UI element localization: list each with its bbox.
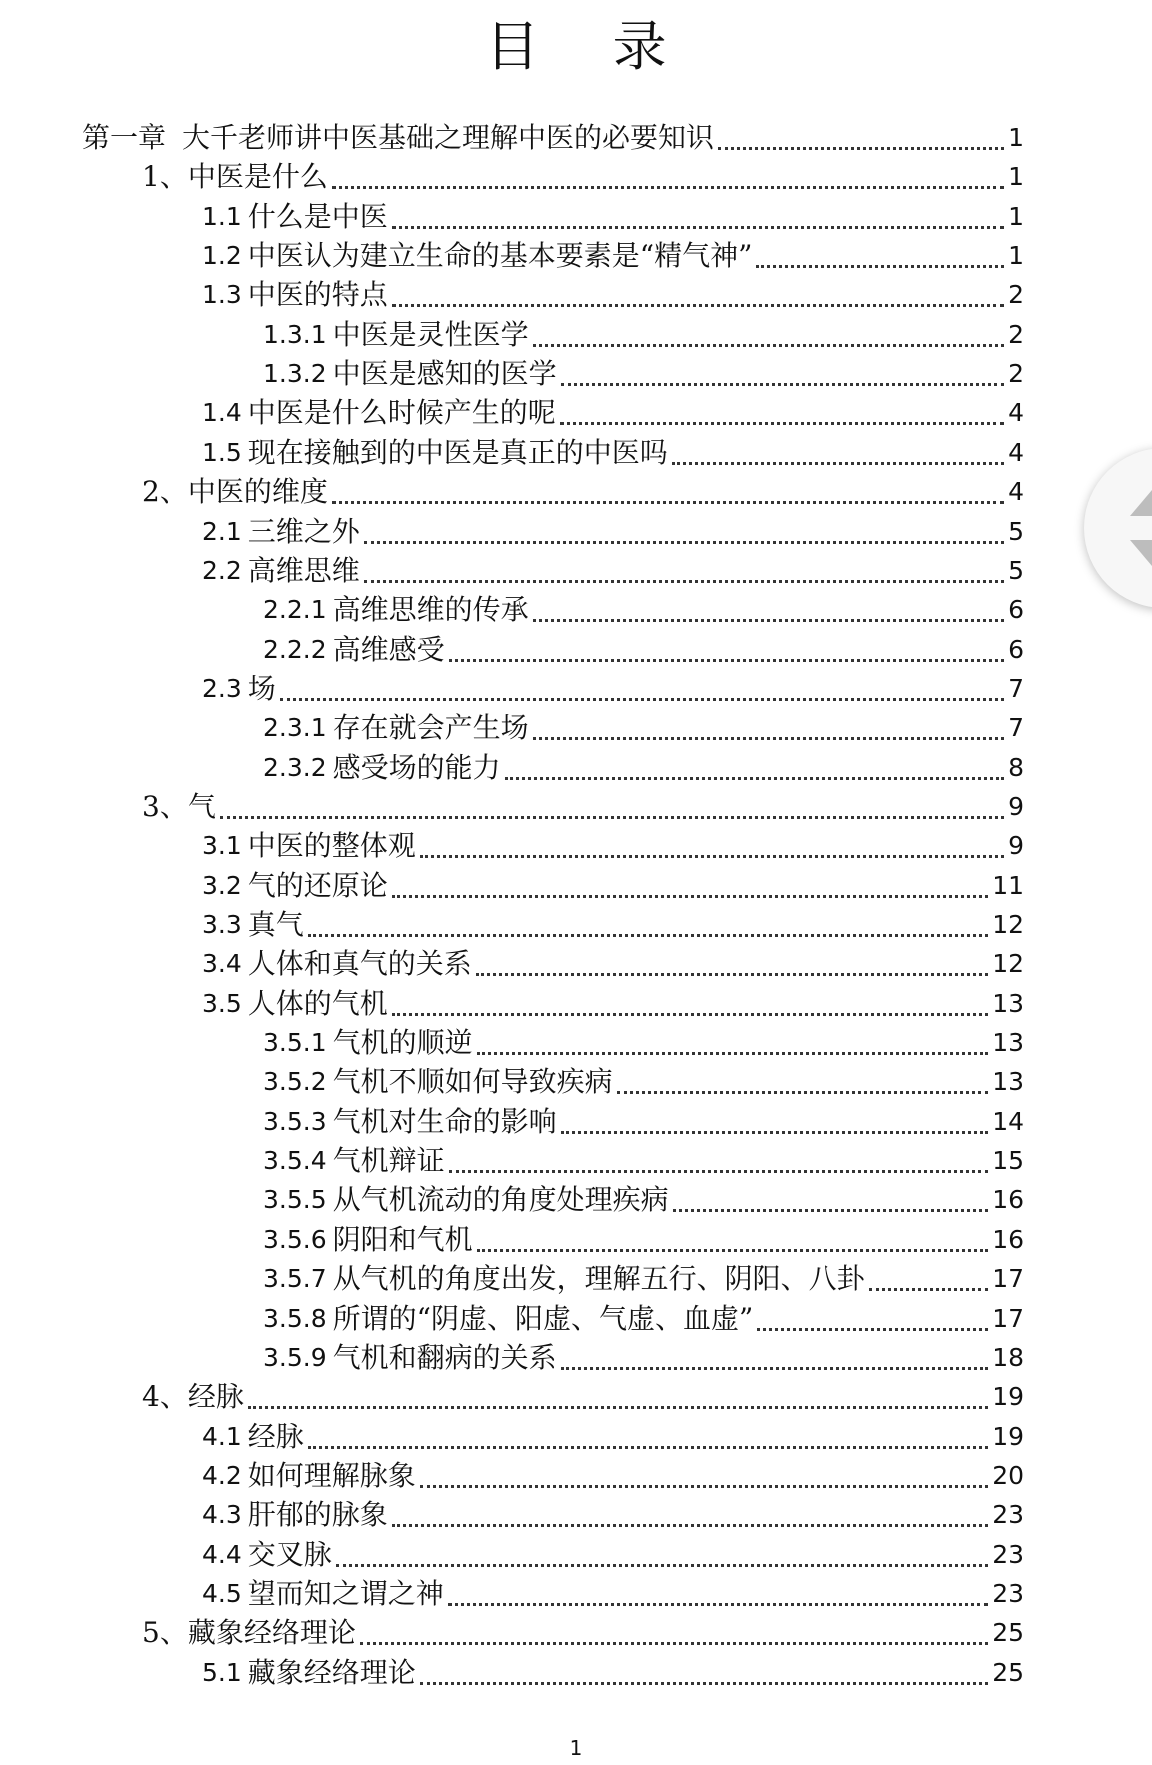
- toc-entry-title: 从气机的角度出发，理解五行、阴阳、八卦: [332, 1262, 865, 1296]
- toc-entry-number: 2.3: [202, 673, 242, 703]
- toc-entry[interactable]: [263, 1220, 1024, 1260]
- toc-dot-leader: [533, 737, 1004, 740]
- toc-dot-leader: [364, 580, 1004, 583]
- toc-entry-page: 8: [1008, 752, 1024, 782]
- toc-dot-leader: [477, 1249, 989, 1252]
- toc-entry-title: 中医的特点: [247, 278, 388, 312]
- toc-entry[interactable]: [263, 1338, 1024, 1378]
- toc-dot-leader: [561, 383, 1004, 386]
- toc-entry[interactable]: [202, 236, 1024, 276]
- toc-entry[interactable]: [202, 1653, 1024, 1693]
- toc-entry-number: 5、: [142, 1616, 188, 1650]
- toc-entry-title: 什么是中医: [247, 199, 388, 233]
- toc-entry-number: 2.2.1: [263, 595, 327, 625]
- toc-entry-number: 3.5.1: [263, 1028, 327, 1058]
- toc-entry-title: 中医是感知的医学: [332, 357, 557, 391]
- toc-entry-number: 1.2: [202, 241, 242, 271]
- toc-entry-page: 14: [992, 1106, 1024, 1136]
- toc-dot-leader: [220, 816, 1004, 819]
- toc-dot-leader: [332, 186, 1004, 189]
- toc-entry-number: 4.1: [202, 1421, 242, 1451]
- arrow-up-icon[interactable]: [1130, 490, 1152, 516]
- toc-entry-number: 5.1: [202, 1657, 242, 1687]
- toc-entry-number: 3.5.9: [263, 1342, 327, 1372]
- toc-entry-page: 2: [1008, 280, 1024, 310]
- toc-entry[interactable]: [142, 157, 1024, 197]
- toc-entry[interactable]: [202, 551, 1024, 591]
- toc-entry-page: 9: [1008, 791, 1024, 821]
- toc-entry[interactable]: [263, 1062, 1024, 1102]
- toc-dot-leader: [673, 1209, 989, 1212]
- toc-entry-number: 3.5.6: [263, 1224, 327, 1254]
- toc-entry-title: 气机辩证: [332, 1144, 445, 1178]
- toc-entry[interactable]: [263, 748, 1024, 788]
- toc-entry-title: 气机不顺如何导致疾病: [332, 1065, 613, 1099]
- toc-entry-number: 1.4: [202, 398, 242, 428]
- toc-dot-leader: [617, 1091, 989, 1094]
- toc-dot-leader: [308, 934, 988, 937]
- toc-dot-leader: [420, 1485, 988, 1488]
- toc-dot-leader: [449, 1170, 989, 1173]
- toc-entry-page: 1: [1008, 123, 1024, 152]
- toc-dot-leader: [561, 1131, 989, 1134]
- toc-entry-title: 中医的整体观: [247, 829, 416, 863]
- toc-entry[interactable]: [142, 1377, 1024, 1417]
- toc-entry-page: 4: [1008, 437, 1024, 467]
- toc-entry[interactable]: [202, 669, 1024, 709]
- toc-entry[interactable]: [202, 1574, 1024, 1614]
- toc-entry-title: 三维之外: [247, 514, 360, 548]
- page-number: 1: [569, 1736, 583, 1760]
- toc-entry[interactable]: [263, 354, 1024, 394]
- toc-entry-page: 7: [1008, 673, 1024, 703]
- toc-dot-leader: [308, 1446, 988, 1449]
- toc-dot-leader: [757, 1328, 988, 1331]
- toc-entry-title: 中医的维度: [187, 475, 328, 509]
- toc-entry-page: 17: [992, 1303, 1024, 1333]
- toc-entry-number: 4.5: [202, 1578, 242, 1608]
- toc-entry-title: 所谓的“阴虚、阳虚、气虚、血虚”: [332, 1301, 754, 1335]
- toc-dot-leader: [420, 855, 1004, 858]
- toc-entry-page: 12: [992, 949, 1024, 979]
- toc-dot-leader: [869, 1288, 989, 1291]
- toc-entry-title: 经脉: [247, 1419, 304, 1453]
- toc-entry-page: 23: [992, 1500, 1024, 1530]
- toc-entry-page: 2: [1008, 319, 1024, 349]
- toc-entry[interactable]: [263, 630, 1024, 670]
- toc-entry-number: 3.5.4: [263, 1146, 327, 1176]
- toc-dot-leader: [392, 1524, 988, 1527]
- toc-entry-number: 2.3.2: [263, 752, 327, 782]
- toc-dot-leader: [756, 265, 1004, 268]
- toc-dot-leader: [448, 1603, 988, 1606]
- toc-entry-number: 1.3.1: [263, 319, 327, 349]
- toc-entry-page: 7: [1008, 713, 1024, 743]
- toc-dot-leader: [672, 462, 1004, 465]
- toc-entry[interactable]: [263, 1102, 1024, 1142]
- toc-entry[interactable]: [202, 512, 1024, 552]
- toc-entry-page: 4: [1008, 398, 1024, 428]
- toc-dot-leader: [476, 973, 988, 976]
- toc-dot-leader: [505, 777, 1004, 780]
- toc-dot-leader: [392, 304, 1004, 307]
- page-scroll-control[interactable]: [1084, 448, 1152, 608]
- toc-entry[interactable]: [202, 433, 1024, 473]
- toc-entry[interactable]: [202, 197, 1024, 237]
- toc-dot-leader: [561, 1367, 989, 1370]
- toc-entry-page: 25: [992, 1657, 1024, 1687]
- toc-entry-page: 4: [1008, 477, 1024, 507]
- toc-entry[interactable]: [82, 118, 1024, 158]
- toc-entry-page: 16: [992, 1224, 1024, 1254]
- toc-entry-page: 2: [1008, 359, 1024, 389]
- toc-entry[interactable]: [202, 984, 1024, 1024]
- toc-entry-page: 1: [1008, 201, 1024, 231]
- toc-entry-number: 3.1: [202, 831, 242, 861]
- toc-entry-title: 人体的气机: [247, 986, 388, 1020]
- toc-entry-title: 中医认为建立生命的基本要素是“精气神”: [247, 239, 753, 273]
- toc-dot-leader: [392, 226, 1004, 229]
- toc-entry-number: 2.2: [202, 555, 242, 585]
- toc-entry[interactable]: [202, 1417, 1024, 1457]
- toc-entry-title: 气: [187, 789, 216, 823]
- toc-entry-title: 藏象经络理论: [247, 1655, 416, 1689]
- toc-entry-page: 1: [1008, 241, 1024, 271]
- toc-entry-number: 1.3: [202, 280, 242, 310]
- toc-entry-number: 3.5.3: [263, 1106, 327, 1136]
- toc-entry[interactable]: [142, 787, 1024, 827]
- toc-entry-page: 6: [1008, 595, 1024, 625]
- toc-entry-page: 19: [992, 1382, 1024, 1412]
- toc-entry-title: 气机和翻病的关系: [332, 1340, 557, 1374]
- toc-dot-leader: [477, 1052, 989, 1055]
- toc-entry[interactable]: [263, 1023, 1024, 1063]
- toc-entry-title: 高维感受: [332, 632, 445, 666]
- toc-entry-number: 3.5: [202, 988, 242, 1018]
- toc-entry-page: 12: [992, 910, 1024, 939]
- toc-entry-number: 3.2: [202, 870, 242, 900]
- toc-entry-number: 3.4: [202, 949, 242, 979]
- toc-entry-number: 2.1: [202, 516, 242, 546]
- toc-entry-number: 第一章: [82, 121, 167, 154]
- toc-entry-number: 1.1: [202, 201, 242, 231]
- toc-entry-number: 4.2: [202, 1460, 242, 1490]
- toc-entry-title: 望而知之谓之神: [247, 1576, 444, 1610]
- toc-entry-page: 18: [992, 1342, 1024, 1372]
- arrow-down-icon[interactable]: [1130, 540, 1152, 566]
- toc-entry-number: 3.5.2: [263, 1067, 327, 1097]
- toc-entry-page: 13: [992, 1067, 1024, 1097]
- toc-entry[interactable]: [142, 1613, 1024, 1653]
- toc-entry-title: 人体和真气的关系: [247, 947, 472, 981]
- toc-entry-number: 2.2.2: [263, 634, 327, 664]
- toc-entry[interactable]: [263, 1259, 1024, 1299]
- toc-entry-page: 20: [992, 1460, 1024, 1490]
- toc-entry[interactable]: [263, 1180, 1024, 1220]
- toc-entry-number: 2、: [142, 475, 188, 509]
- toc-dot-leader: [280, 698, 1004, 701]
- toc-entry-title: 经脉: [187, 1380, 244, 1414]
- toc-dot-leader: [360, 1642, 988, 1645]
- toc-entry[interactable]: [142, 472, 1024, 512]
- toc-entry[interactable]: [202, 866, 1024, 906]
- toc-entry-number: 1.5: [202, 437, 242, 467]
- toc-entry-number: 1、: [142, 160, 188, 194]
- toc-dot-leader: [533, 344, 1004, 347]
- toc-entry[interactable]: [202, 944, 1024, 984]
- toc-entry[interactable]: [202, 393, 1024, 433]
- toc-entry-page: 23: [992, 1578, 1024, 1608]
- toc-dot-leader: [449, 659, 1004, 662]
- toc-entry-number: 2.3.1: [263, 713, 327, 743]
- toc-entry[interactable]: [263, 590, 1024, 630]
- toc-entry-number: 3、: [142, 789, 188, 823]
- toc-entry-number: 3.3: [202, 910, 242, 939]
- toc-entry-page: 13: [992, 1028, 1024, 1058]
- toc-entry[interactable]: [202, 1495, 1024, 1535]
- toc-entry[interactable]: [202, 1456, 1024, 1496]
- toc-entry-title: 场: [247, 671, 276, 705]
- toc-entry-title: 气机对生命的影响: [332, 1104, 557, 1138]
- toc-entry-page: 15: [992, 1146, 1024, 1176]
- toc-entry-title: 藏象经络理论: [187, 1616, 356, 1650]
- toc-entry-page: 25: [992, 1618, 1024, 1648]
- toc-entry[interactable]: [263, 1299, 1024, 1339]
- toc-entry-title: 气的还原论: [247, 868, 388, 902]
- toc-entry-title: 中医是什么: [187, 160, 328, 194]
- toc-entry-number: 3.5.7: [263, 1264, 327, 1294]
- toc-dot-leader: [420, 1682, 988, 1685]
- toc-entry-title: 大千老师讲中医基础之理解中医的必要知识: [182, 121, 715, 154]
- toc-entry-title: 高维思维: [247, 553, 360, 587]
- toc-entry-title: 真气: [247, 908, 304, 941]
- toc-entry-title: 肝郁的脉象: [247, 1498, 388, 1532]
- toc-entry-number: 1.3.2: [263, 359, 327, 389]
- toc-entry-page: 16: [992, 1185, 1024, 1215]
- toc-dot-leader: [392, 1013, 988, 1016]
- toc-entry[interactable]: [263, 315, 1024, 355]
- toc-entry-page: 17: [992, 1264, 1024, 1294]
- toc-entry-number: 4.3: [202, 1500, 242, 1530]
- toc-entry[interactable]: [263, 708, 1024, 748]
- toc-entry-title: 如何理解脉象: [247, 1458, 416, 1492]
- toc-entry[interactable]: [202, 1535, 1024, 1575]
- toc-entry-title: 高维思维的传承: [332, 593, 529, 627]
- toc-entry-title: 感受场的能力: [332, 750, 501, 784]
- page-title: 目 录: [485, 15, 695, 78]
- toc-entry-page: 1: [1008, 162, 1024, 192]
- toc-entry-number: 3.5.8: [263, 1303, 327, 1333]
- toc-entry-number: 4.4: [202, 1539, 242, 1569]
- toc-entry[interactable]: [202, 275, 1024, 315]
- toc-entry[interactable]: [202, 905, 1024, 945]
- toc-entry-number: 4、: [142, 1380, 188, 1414]
- toc-entry-title: 中医是灵性医学: [332, 317, 529, 351]
- toc-dot-leader: [336, 1564, 988, 1567]
- toc-entry-page: 13: [992, 988, 1024, 1018]
- toc-entry-title: 中医是什么时候产生的呢: [247, 396, 556, 430]
- toc-entry-page: 19: [992, 1421, 1024, 1451]
- toc-dot-leader: [364, 541, 1004, 544]
- toc-entry-page: 9: [1008, 831, 1024, 861]
- toc-dot-leader: [533, 619, 1004, 622]
- toc-entry-title: 交叉脉: [247, 1537, 332, 1571]
- toc-dot-leader: [332, 501, 1004, 504]
- toc-entry-title: 从气机流动的角度处理疾病: [332, 1183, 669, 1217]
- toc-dot-leader: [718, 147, 1004, 150]
- toc-entry[interactable]: [263, 1141, 1024, 1181]
- toc-dot-leader: [248, 1406, 988, 1409]
- toc-entry-title: 阴阳和气机: [332, 1222, 473, 1256]
- toc-entry[interactable]: [202, 826, 1024, 866]
- toc-entry-page: 11: [992, 870, 1024, 900]
- toc-dot-leader: [560, 422, 1004, 425]
- toc-entry-page: 5: [1008, 516, 1024, 546]
- toc-entry-title: 存在就会产生场: [332, 711, 529, 745]
- toc-dot-leader: [392, 895, 988, 898]
- toc-entry-number: 3.5.5: [263, 1185, 327, 1215]
- toc-entry-title: 现在接触到的中医是真正的中医吗: [247, 435, 668, 469]
- toc-entry-title: 气机的顺逆: [332, 1026, 473, 1060]
- toc-entry-page: 5: [1008, 555, 1024, 585]
- toc-entry-page: 6: [1008, 634, 1024, 664]
- toc-entry-page: 23: [992, 1539, 1024, 1569]
